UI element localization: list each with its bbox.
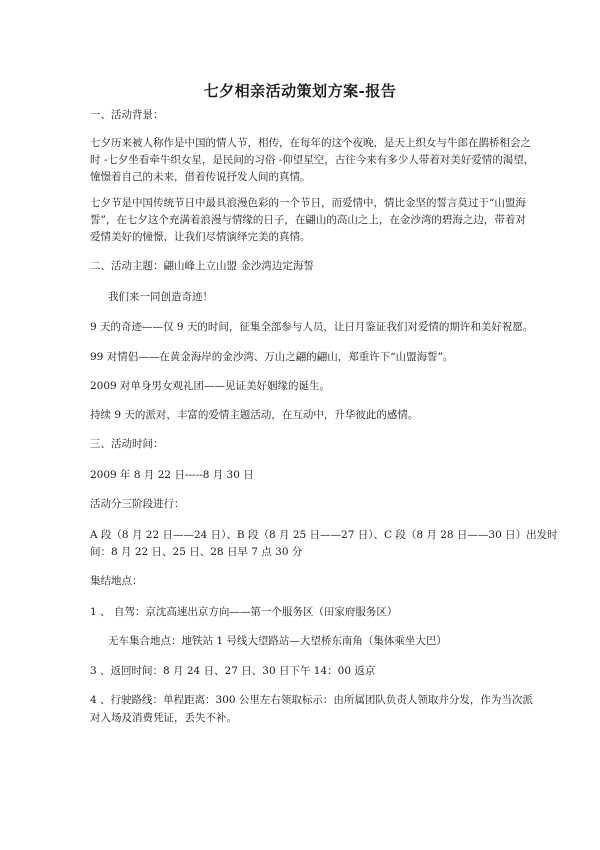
route-item-line: 对入场及消费凭证，丢失不补。	[90, 712, 237, 724]
paragraph-line: 爱情美好的憧憬，让我们尽情演绎完美的真情。	[90, 231, 311, 243]
paragraph-line: 时 -七夕坐看牵牛织女星，是民间的习俗 -仰望星空，古往今来有多少人带着对美好爱情的渴望，	[90, 154, 535, 166]
section-heading-theme: 二、活动主题：翩山峰上立山盟 金沙湾边定海誓	[90, 260, 314, 272]
paragraph-line: 七夕历来被人称作是中国的情人节，相传，在每年的这个夜晚，是天上织女与牛郎在鹊桥相会之	[90, 137, 531, 149]
theme-slogan: 我们来一同创造奇迹！	[108, 291, 213, 303]
gathering-item-1b: 无车集合地点：地铁站 1 号线大望路站—大望桥东南角（集体乘坐大巴）	[108, 635, 447, 647]
theme-line: 99 对情侣——在黄金海岸的金沙湾、万山之翩的翩山，郑重许下“山盟海誓”。	[90, 351, 454, 363]
section-heading-time: 三、活动时间：	[90, 438, 164, 450]
theme-line: 9 天的奇迹——仅 9 天的时间，征集全部参与人员，让日月鉴证我们对爱情的期许和美好祝愿。	[90, 321, 534, 333]
phases-detail-line: 间：8 月 22 日、25 日、28 日早 7 点 30 分	[90, 546, 303, 558]
section-heading-background: 一、活动背景：	[90, 109, 164, 121]
page-title: 七夕相亲活动策划方案-报告	[203, 82, 397, 100]
route-item-line: 4 、行驶路线：单程距离：300 公里左右领取标示：由所属团队负责人领取并分发，作为当次派	[90, 694, 533, 706]
theme-line: 持续 9 天的派对，丰富的爱情主题活动，在互动中，升华彼此的感情。	[90, 409, 419, 421]
return-time-item: 3 、返回时间：8 月 24 日、27 日、30 日下午 14：00 返京	[90, 665, 376, 677]
gathering-label: 集结地点：	[90, 575, 143, 587]
paragraph-line: 憧憬着自己的未来，借着传说抒发人间的真情。	[90, 171, 311, 183]
phases-detail-line: A 段（8 月 22 日——24 日）、B 段（8 月 25 日——27 日）、C 段（8 月 28 日——30 日）出发时	[90, 529, 558, 541]
time-range: 2009 年 8 月 22 日-----8 月 30 日	[90, 469, 254, 481]
theme-line: 2009 对单身男女观礼团——见证美好姻缘的诞生。	[90, 380, 331, 392]
gathering-item-1: 1 、 自驾：京沈高速出京方向——第一个服务区（田家府服务区）	[90, 606, 398, 618]
paragraph-line: 誓”，在七夕这个充满着浪漫与情缘的日子，在翩山的高山之上，在金沙湾的碧海之边，带着对	[90, 214, 526, 226]
phases-label: 活动分三阶段进行：	[90, 498, 185, 510]
paragraph-line: 七夕节是中国传统节日中最具浪漫色彩的一个节日，而爱情中，情比金坚的誓言莫过于“山盟海	[90, 197, 526, 209]
